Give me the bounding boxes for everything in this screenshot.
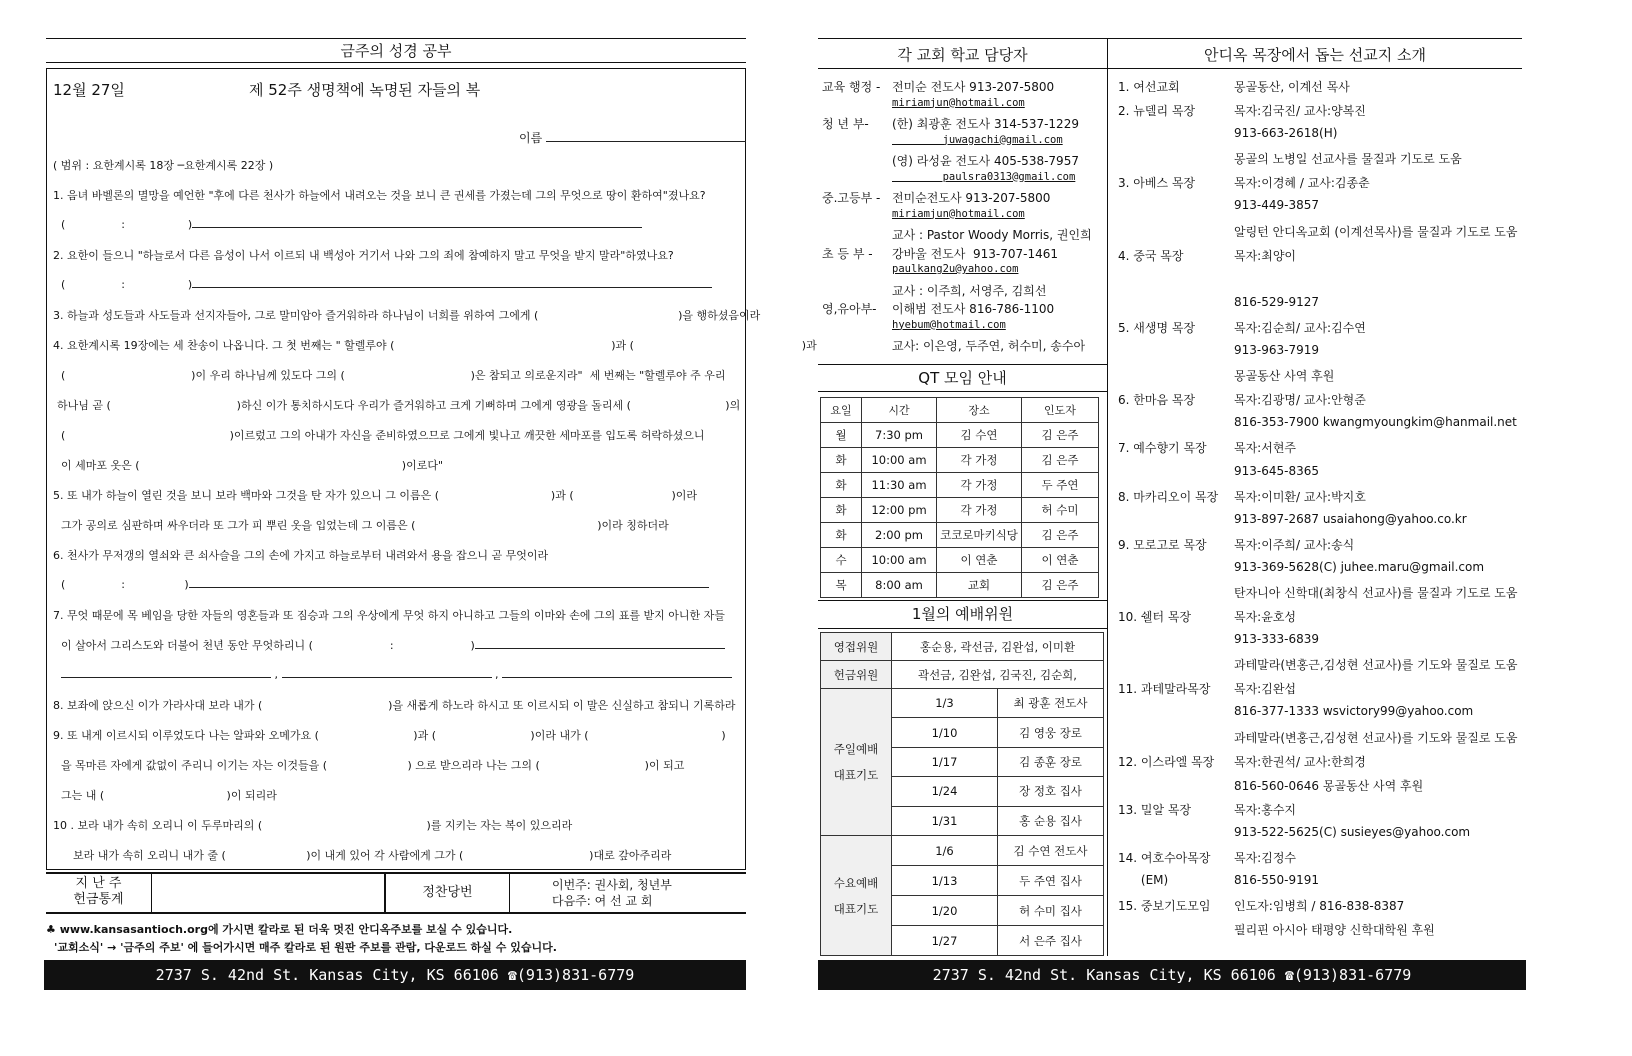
mission-detail: 과테말라(변홍근,김성현 선교사)를 기도와 물질로 도움 xyxy=(1234,658,1518,673)
mission-line xyxy=(1118,391,1522,415)
mission-detail: 목자:이경혜 / 교사:김종춘 xyxy=(1234,176,1370,191)
missions-rule xyxy=(1108,68,1522,69)
mission-detail: 목자:이주희/ 교사:송식 xyxy=(1234,537,1355,552)
qt-cell: 12:00 pm xyxy=(861,497,937,523)
mission-line xyxy=(1118,126,1522,150)
question-10-line2: 보라 내가 속히 오리니 내가 줄 ( )이 내게 있어 각 사람에게 그가 ( )대로 갚아주리라 xyxy=(73,849,672,862)
mission-detail: 몽골동산, 이계선 목사 xyxy=(1234,80,1350,94)
choir-label: 정찬당번 xyxy=(386,874,510,912)
prayer-date: 1/3 xyxy=(891,688,998,718)
school-staff-line xyxy=(822,263,1107,282)
mission-group: 7. 예수향기 목장 xyxy=(1118,441,1207,456)
mission-detail: 목자:김국진/ 교사:양복진 xyxy=(1234,104,1366,119)
qt-cell: 각 가정 xyxy=(936,497,1022,523)
mission-detail: 목자:홍수지 xyxy=(1234,802,1297,817)
mission-detail: 913-333-6839 xyxy=(1234,632,1320,647)
right-footer: 2737 S. 42nd St. Kansas City, KS 66106 ☎(913)831-6779 xyxy=(818,960,1526,990)
mission-detail: 913-522-5625(C) susieyes@yahoo.com xyxy=(1234,824,1471,839)
school-staff-line xyxy=(822,189,1107,208)
missions-header: 안디옥 목장에서 돕는 선교지 소개 xyxy=(1204,46,1426,64)
mission-detail: 목자:김정수 xyxy=(1234,851,1297,865)
mission-detail: 913-449-3857 xyxy=(1234,198,1320,213)
mission-detail: 필리핀 아시아 태평양 신학대학원 후원 xyxy=(1234,923,1435,938)
mission-group: 11. 과테말라목장 xyxy=(1118,682,1211,697)
school-staff-line xyxy=(822,300,1107,319)
mission-detail: 목자:한권석/ 교사:한희경 xyxy=(1234,754,1366,769)
question-6: 6. 천사가 무저갱의 열쇠와 큰 쇠사슬을 그의 손에 가지고 하늘로부터 내려와서 용을 잡으니 곧 무엇이라 xyxy=(53,549,549,562)
mission-line xyxy=(1118,198,1522,222)
duty-list: 이번주: 권사회, 청년부 다음주: 여 선 교 회 xyxy=(552,878,672,908)
qt-cell: 화 xyxy=(820,447,862,473)
school-staff-line xyxy=(822,78,1107,97)
prayer-leader: 허 수미 집사 xyxy=(997,895,1104,926)
prayer-date: 1/17 xyxy=(891,747,998,777)
question-1: 1. 음녀 바벨론의 멸망을 예언한 "후에 다른 천사가 하늘에서 내려오는 것을 보니 큰 권세를 가졌는데 그의 무엇으로 땅이 환하여"졌나요? xyxy=(53,189,706,202)
mission-line xyxy=(1118,560,1522,584)
mission-line xyxy=(1118,319,1522,343)
prayer-date: 1/10 xyxy=(891,717,998,747)
department-label: 교육 행정 - xyxy=(822,80,881,94)
qt-cell: 7:30 pm xyxy=(861,422,937,448)
question-4: 4. 요한계시록 19장에는 세 찬송이 나옵니다. 그 첫 번째는 " 할렐루야 ( )과 ( )과 xyxy=(53,339,817,352)
qt-cell: 2:00 pm xyxy=(861,522,937,548)
mission-line xyxy=(1118,608,1522,632)
left-footer: 2737 S. 42nd St. Kansas City, KS 66106 ☎(913)831-6779 xyxy=(44,960,746,990)
qt-cell: 화 xyxy=(820,522,862,548)
mission-detail: 탄자니아 신학대(최창식 선교사)를 물질과 기도로 도움 xyxy=(1234,585,1518,600)
greeting-label: 영접위원 xyxy=(820,632,892,661)
study-range: ( 범위 : 요한계시록 18장 ─요한계시록 22장 ) xyxy=(53,159,274,172)
mission-line xyxy=(1118,656,1522,680)
offering-committee-members: 곽선금, 김완섭, 김국진, 김순희, xyxy=(891,660,1104,689)
qt-cell: 교회 xyxy=(936,572,1022,598)
mission-detail: 816-560-0646 몽골동산 사역 후원 xyxy=(1234,778,1424,793)
mission-detail: 816-529-9127 xyxy=(1234,294,1320,309)
staff-info: 교사 : Pastor Woody Morris, 권인희 xyxy=(892,228,1092,242)
mission-group: 14. 여호수아목장 xyxy=(1118,851,1211,865)
worship-table xyxy=(820,632,1104,956)
question-5-line2: 그가 공의로 심판하며 싸우더라 또 그가 피 뿌린 옷을 입었는데 그 이름은 ( )이라 칭하더라 xyxy=(61,519,669,532)
missions-list xyxy=(1118,78,1522,945)
mission-line xyxy=(1118,753,1522,777)
mission-line xyxy=(1118,439,1522,463)
qt-cell: 10:00 am xyxy=(861,547,937,573)
column-divider xyxy=(1107,38,1108,956)
top-rule xyxy=(46,38,746,39)
school-staff-line xyxy=(822,115,1107,134)
mission-line xyxy=(1118,921,1522,945)
mission-line xyxy=(1118,680,1522,704)
school-staff-line xyxy=(822,208,1107,227)
worship-header: 1월의 예배위원 xyxy=(911,605,1014,623)
qt-header: QT 모임 안내 xyxy=(918,369,1007,387)
notice-website: ♣ www.kansasantioch.org에 가시면 칼라로 된 더욱 멋진 안디옥주보를 보실 수 있습니다. xyxy=(46,923,513,936)
qt-cell: 화 xyxy=(820,497,862,523)
qt-cell: 8:00 am xyxy=(861,572,937,598)
mission-group: 9. 모로고로 목장 xyxy=(1118,537,1207,552)
question-4-line3: 하나님 곧 ( )하신 이가 통치하시도다 우리가 즐거워하고 크게 기뻐하며 그에게 영광을 돌리세 ( )의 xyxy=(57,399,741,412)
mission-line xyxy=(1118,174,1522,198)
question-9-line2: 을 목마른 자에게 값없이 주리니 이기는 자는 이것들을 ( ) 으로 받으리라 나는 그의 ( )이 되고 xyxy=(61,759,685,772)
school-staff-line xyxy=(822,171,1107,190)
staff-info: 강바울 전도사 913-707-1461 xyxy=(892,246,1059,261)
mission-detail: 몽골의 노병일 선교사를 물질과 기도로 도움 xyxy=(1234,152,1462,167)
prayer-leader: 서 은주 집사 xyxy=(997,925,1104,956)
mission-detail: 목자:윤호성 xyxy=(1234,610,1297,625)
mission-line xyxy=(1118,704,1522,728)
qt-cell: 김 은주 xyxy=(1021,522,1099,548)
qt-cell: 월 xyxy=(820,422,862,448)
sunday-prayer-label: 주일예배 대표기도 xyxy=(820,688,892,836)
prayer-date: 1/6 xyxy=(891,835,998,866)
prayer-leader: 최 광훈 전도사 xyxy=(997,688,1104,718)
mission-line xyxy=(1118,415,1522,439)
mission-detail: 913-645-8365 xyxy=(1234,463,1320,478)
qt-cell: 코코로마키식당 xyxy=(936,522,1022,548)
mission-group: (EM) xyxy=(1118,873,1169,888)
qt-column-header: 요일 xyxy=(820,397,862,423)
prayer-leader: 김 영웅 장로 xyxy=(997,717,1104,747)
mission-group: 12. 이스라엘 목장 xyxy=(1118,754,1215,769)
mission-line xyxy=(1118,584,1522,608)
qt-column-header: 인도자 xyxy=(1021,397,1099,423)
study-box xyxy=(46,68,817,870)
header-rule xyxy=(46,62,746,63)
mission-detail: 816-550-9191 xyxy=(1234,873,1320,888)
mission-line xyxy=(1118,150,1522,174)
qt-cell: 김 수연 xyxy=(936,422,1022,448)
qt-cell: 10:00 am xyxy=(861,447,937,473)
staff-info: 이해범 전도사 816-786-1100 xyxy=(892,302,1055,316)
staff-info: 교사 : 이주희, 서영주, 김희선 xyxy=(892,283,1047,298)
question-2: 2. 요한이 들으니 "하늘로서 다른 음성이 나서 이르되 내 백성아 거기서 나와 그의 죄에 참예하지 말고 무엇을 받지 말라"하였나요? xyxy=(53,249,674,262)
school-rule xyxy=(818,68,1107,69)
mission-line xyxy=(1118,801,1522,825)
worship-rule xyxy=(818,628,1107,629)
prayer-date: 1/27 xyxy=(891,925,998,956)
mission-line xyxy=(1118,777,1522,801)
notice-download: '교회소식' → '금주의 주보' 에 들어가시면 매주 칼라로 된 원판 주보를 관람, 다운로드 하실 수 있습니다. xyxy=(54,941,557,954)
staff-email[interactable]: juwagachi@gmail.com xyxy=(892,133,1063,146)
prayer-date: 1/31 xyxy=(891,806,998,836)
staff-email[interactable]: paulsra0313@gmail.com xyxy=(892,170,1076,183)
staff-email[interactable]: miriamjun@hotmail.com xyxy=(892,207,1025,220)
mission-detail: 목자:서현주 xyxy=(1234,441,1297,456)
answer-2[interactable]: ( : ) xyxy=(61,277,712,291)
qt-cell: 목 xyxy=(820,572,862,598)
mission-detail: 과테말라(변홍근,김성현 선교사)를 기도와 물질로 도움 xyxy=(1234,730,1518,745)
offering-row xyxy=(46,872,746,914)
offering-committee-label: 헌금위원 xyxy=(820,660,892,689)
mission-line xyxy=(1118,849,1522,873)
mission-detail: 목자:이미환/ 교사:박지호 xyxy=(1234,489,1366,504)
mission-line xyxy=(1118,464,1522,488)
department-label: 중.고등부 - xyxy=(822,191,881,205)
staff-email[interactable]: miriamjun@hotmail.com xyxy=(892,96,1025,109)
mission-line xyxy=(1118,295,1522,319)
school-staff-line xyxy=(822,134,1107,153)
qt-rule-top xyxy=(818,364,1107,365)
prayer-date: 1/13 xyxy=(891,865,998,896)
prayer-date: 1/20 xyxy=(891,895,998,926)
mission-line xyxy=(1118,102,1522,126)
qt-cell: 각 가정 xyxy=(936,447,1022,473)
mission-line xyxy=(1118,367,1522,391)
mission-line xyxy=(1118,536,1522,560)
mission-line xyxy=(1118,247,1522,271)
staff-info: 전미순 전도사 913-207-5800 xyxy=(892,80,1055,94)
qt-cell: 이 연춘 xyxy=(1021,547,1099,573)
mission-line xyxy=(1118,632,1522,656)
mission-line xyxy=(1118,873,1522,897)
mission-group: 4. 중국 목장 xyxy=(1118,248,1184,263)
answer-1[interactable]: ( : ) xyxy=(61,217,642,231)
mission-line xyxy=(1118,78,1522,102)
question-7: 7. 무엇 때문에 목 베임을 당한 자들의 영혼들과 또 짐승과 그의 우상에게 무엇 하지 아니하고 그들의 이마와 손에 그의 표를 받지 아니한 자들 xyxy=(53,609,725,622)
qt-column-header: 장소 xyxy=(936,397,1022,423)
mission-line xyxy=(1118,343,1522,367)
department-label: 초 등 부 - xyxy=(822,246,873,261)
question-4-line4: ( )이르렀고 그의 아내가 자신을 준비하였으므로 그에게 빛나고 깨끗한 세마포를 입도록 허락하셨으니 xyxy=(61,429,705,442)
staff-email[interactable]: paulkang2u@yahoo.com xyxy=(892,263,1019,275)
study-header: 금주의 성경 공부 xyxy=(340,42,452,60)
answer-7-line2[interactable]: , , xyxy=(61,667,732,681)
mission-group: 2. 뉴델리 목장 xyxy=(1118,104,1196,119)
mission-line xyxy=(1118,729,1522,753)
department-label: 영,유아부- xyxy=(822,302,877,316)
mission-detail: 목자:최양이 xyxy=(1234,248,1297,263)
answer-7[interactable]: 이 살아서 그리스도와 더불어 천년 동안 무엇하리니 ( : ) xyxy=(61,637,725,653)
qt-cell: 김 은주 xyxy=(1021,572,1099,598)
school-staff-line xyxy=(822,226,1107,245)
mission-line xyxy=(1118,825,1522,849)
prayer-leader: 홍 순용 집사 xyxy=(997,806,1104,836)
staff-info: (영) 라성윤 전도사 405-538-7957 xyxy=(892,154,1079,168)
school-staff-line xyxy=(822,97,1107,116)
greeting-members: 홍순용, 곽선금, 김완섭, 이미환 xyxy=(891,632,1104,661)
question-4-line5: 이 세마포 옷은 ( )이로다" xyxy=(61,459,444,472)
qt-cell: 화 xyxy=(820,472,862,498)
name-field[interactable]: 이름 xyxy=(519,129,746,146)
mission-line xyxy=(1118,512,1522,536)
staff-info: 교사: 이은영, 두주연, 허수미, 송수아 xyxy=(892,339,1086,353)
question-3: 3. 하늘과 성도들과 사도들과 선지자들아, 그로 말미암아 즐거워하라 하나님이 너희를 위하여 그에게 ( )을 행하셨음이라 xyxy=(53,309,761,322)
qt-cell: 김 은주 xyxy=(1021,447,1099,473)
department-label: 청 년 부- xyxy=(822,117,869,131)
question-9: 9. 또 내게 이르시되 이루었도다 나는 알파와 오메가요 ( )과 ( )이라 내가 ( ) xyxy=(53,729,726,742)
mission-detail: 913-663-2618(H) xyxy=(1234,126,1338,141)
question-10: 10 . 보라 내가 속히 오리니 이 두루마리의 ( )를 지키는 자는 복이 있으리라 xyxy=(53,819,573,832)
mission-detail: 913-897-2687 usaiahong@yahoo.co.kr xyxy=(1234,511,1467,526)
qt-cell: 각 가정 xyxy=(936,472,1022,498)
offering-label: 지 난 주 헌금통계 xyxy=(46,874,152,912)
prayer-leader: 김 수연 전도사 xyxy=(997,835,1104,866)
prayer-leader: 두 주연 집사 xyxy=(997,865,1104,896)
mission-line xyxy=(1118,488,1522,512)
qt-cell: 김 은주 xyxy=(1021,422,1099,448)
worship-rule-top xyxy=(818,600,1107,601)
school-staff-line xyxy=(822,245,1107,264)
qt-cell: 수 xyxy=(820,547,862,573)
staff-email[interactable]: hyebum@hotmail.com xyxy=(892,318,1006,331)
staff-info: (한) 최광훈 전도사 314-537-1229 xyxy=(892,117,1079,131)
mission-detail: 목자:김광명/ 교사:안형준 xyxy=(1234,393,1366,408)
mission-detail: 913-963-7919 xyxy=(1234,343,1320,358)
mission-detail: 목자:김완섭 xyxy=(1234,682,1297,697)
question-9-line3: 그는 내 ( )이 되리라 xyxy=(61,789,277,802)
mission-line xyxy=(1118,271,1522,295)
right-top-rule xyxy=(818,38,1522,39)
study-date: 12월 27일 xyxy=(53,81,125,99)
school-header: 각 교회 학교 담당자 xyxy=(897,46,1028,64)
staff-info: 전미순전도사 913-207-5800 xyxy=(892,191,1051,205)
question-5: 5. 또 내가 하늘이 열린 것을 보니 보라 백마와 그것을 탄 자가 있으니 그 이름은 ( )과 ( )이라 xyxy=(53,489,698,502)
qt-cell: 두 주연 xyxy=(1021,472,1099,498)
qt-column-header: 시간 xyxy=(861,397,937,423)
question-4-line2: ( )이 우리 하나님께 있도다 그의 ( )은 참되고 의로운지라" 세 번째는 "할렐루야 주 우리 xyxy=(61,369,726,382)
mission-group: 15. 중보기도모임 xyxy=(1118,899,1211,914)
mission-detail: 913-369-5628(C) juhee.maru@gmail.com xyxy=(1234,559,1485,574)
wednesday-prayer-label: 수요예배 대표기도 xyxy=(820,835,892,956)
prayer-leader: 김 종훈 장로 xyxy=(997,747,1104,777)
mission-group: 10. 쉘터 목장 xyxy=(1118,610,1192,625)
school-staff-line xyxy=(822,152,1107,171)
mission-detail: 알링턴 안디옥교회 (이계선목사)를 물질과 기도로 도움 xyxy=(1234,224,1518,239)
question-8: 8. 보좌에 앉으신 이가 가라사대 보라 내가 ( )을 새롭게 하노라 하시고 또 이르시되 이 말은 신실하고 참되니 기록하라 xyxy=(53,699,736,712)
school-staff-line xyxy=(822,319,1107,338)
mission-detail: 몽골동산 사역 후원 xyxy=(1234,369,1335,384)
school-staff-list xyxy=(822,78,1107,356)
qt-cell: 11:30 am xyxy=(861,472,937,498)
mission-line xyxy=(1118,897,1522,921)
mission-detail: 816-353-7900 kwangmyoungkim@hanmail.net xyxy=(1234,415,1517,430)
qt-cell: 허 수미 xyxy=(1021,497,1099,523)
mission-group: 8. 마카리오이 목장 xyxy=(1118,489,1219,504)
mission-line xyxy=(1118,223,1522,247)
mission-group: 6. 한마음 목장 xyxy=(1118,393,1196,408)
school-staff-line xyxy=(822,337,1107,356)
mission-detail: 인도자:임병희 / 816-838-8387 xyxy=(1234,899,1405,914)
prayer-leader: 장 정호 집사 xyxy=(997,776,1104,806)
prayer-date: 1/24 xyxy=(891,776,998,806)
mission-detail: 목자:김순희/ 교사:김수연 xyxy=(1234,320,1366,335)
mission-group: 13. 밀알 목장 xyxy=(1118,802,1192,817)
mission-group: 3. 아베스 목장 xyxy=(1118,176,1196,191)
answer-6[interactable]: ( : ) xyxy=(61,577,709,591)
school-staff-line xyxy=(822,282,1107,301)
mission-group: 5. 새생명 목장 xyxy=(1118,320,1196,335)
qt-cell: 이 연춘 xyxy=(936,547,1022,573)
mission-group: 1. 여선교회 xyxy=(1118,80,1180,94)
qt-rule xyxy=(818,391,1107,392)
mission-detail: 816-377-1333 wsvictory99@yahoo.com xyxy=(1234,704,1474,719)
study-title: 제 52주 생명책에 녹명된 자들의 복 xyxy=(249,81,481,99)
